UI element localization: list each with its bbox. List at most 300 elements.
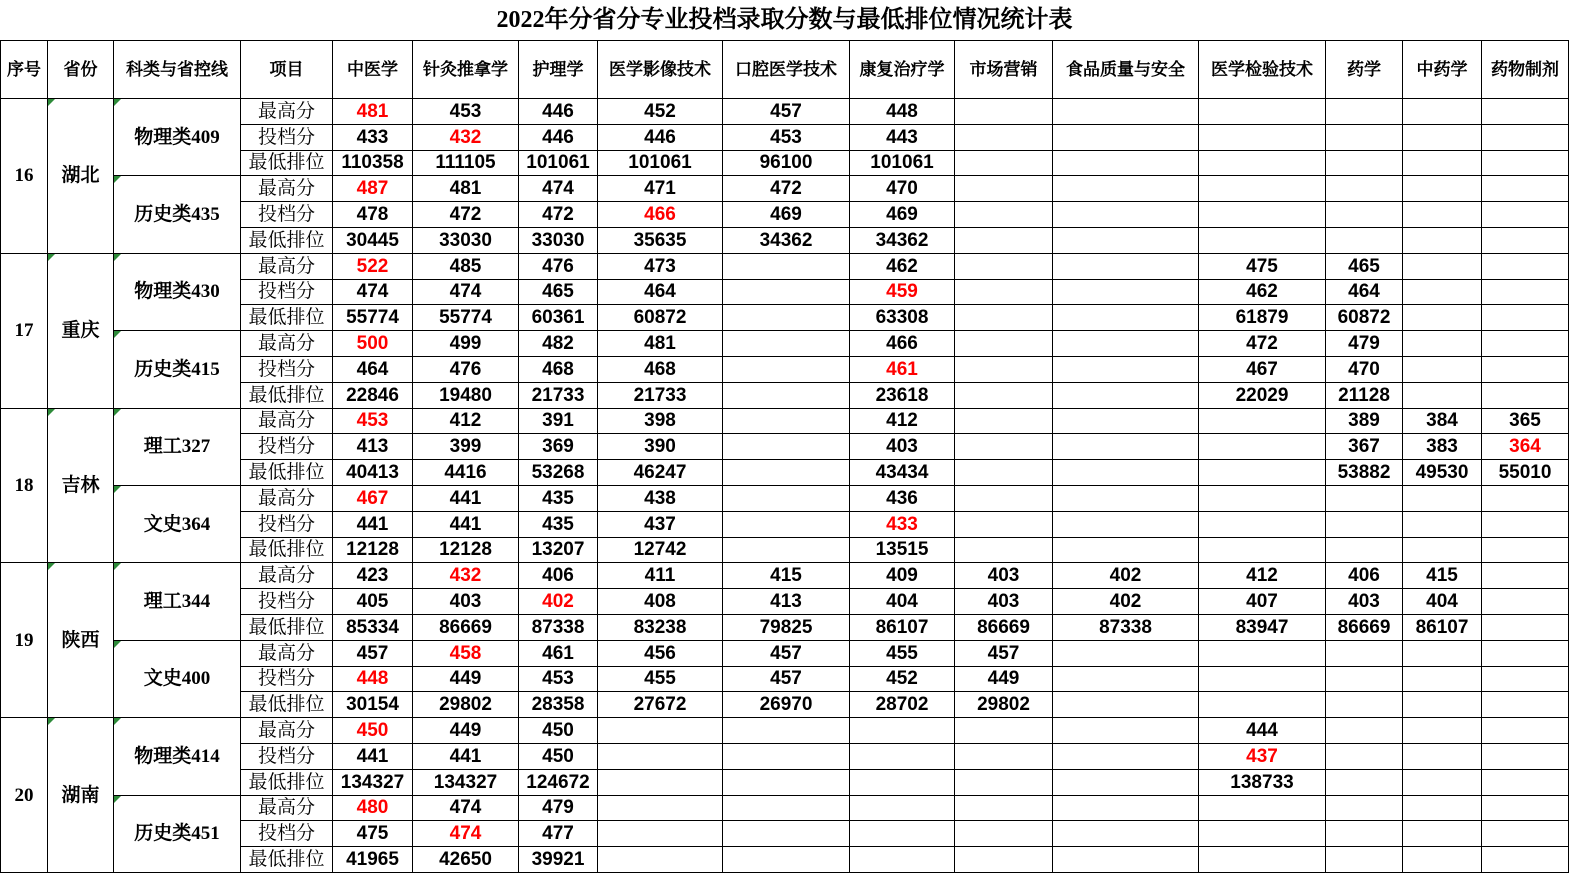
data-value-cell bbox=[1403, 228, 1482, 254]
data-value-cell: 85334 bbox=[333, 615, 413, 641]
item-label-cell: 最低排位 bbox=[241, 615, 333, 641]
data-value-cell: 42650 bbox=[413, 847, 519, 873]
data-value-cell bbox=[1403, 125, 1482, 151]
error-indicator-icon bbox=[114, 409, 121, 416]
data-value-cell bbox=[955, 744, 1053, 770]
data-value-cell: 406 bbox=[1326, 563, 1403, 589]
data-value-cell: 402 bbox=[1053, 589, 1199, 615]
item-label-cell: 最高分 bbox=[241, 718, 333, 744]
data-value-cell: 453 bbox=[333, 409, 413, 435]
data-value-cell: 13207 bbox=[519, 538, 598, 564]
data-value-cell: 34362 bbox=[723, 228, 850, 254]
data-value-cell bbox=[1403, 641, 1482, 667]
data-value-cell bbox=[1053, 254, 1199, 280]
data-value-cell: 365 bbox=[1482, 409, 1569, 435]
data-value-cell bbox=[955, 512, 1053, 538]
item-label-cell: 最高分 bbox=[241, 563, 333, 589]
data-value-cell: 458 bbox=[413, 641, 519, 667]
data-value-cell bbox=[723, 434, 850, 460]
error-indicator-icon bbox=[114, 486, 121, 493]
data-value-cell: 441 bbox=[413, 486, 519, 512]
data-value-cell bbox=[1326, 718, 1403, 744]
header-medical-lab-tech: 医学检验技术 bbox=[1199, 41, 1326, 99]
data-value-cell bbox=[1326, 512, 1403, 538]
data-value-cell bbox=[1199, 434, 1326, 460]
error-indicator-icon bbox=[114, 254, 121, 261]
data-value-cell bbox=[1482, 331, 1569, 357]
data-value-cell bbox=[1482, 151, 1569, 177]
item-label-cell: 最低排位 bbox=[241, 228, 333, 254]
data-value-cell bbox=[1403, 667, 1482, 693]
data-value-cell: 436 bbox=[850, 486, 955, 512]
error-indicator-icon bbox=[114, 176, 121, 183]
data-value-cell: 383 bbox=[1403, 434, 1482, 460]
data-value-cell: 35635 bbox=[598, 228, 723, 254]
data-value-cell bbox=[1482, 305, 1569, 331]
category-line-cell bbox=[114, 563, 241, 640]
data-value-cell: 437 bbox=[1199, 744, 1326, 770]
data-value-cell: 404 bbox=[850, 589, 955, 615]
data-value-cell: 403 bbox=[955, 563, 1053, 589]
data-value-cell: 468 bbox=[519, 357, 598, 383]
item-label-cell: 投档分 bbox=[241, 202, 333, 228]
province-name: 重庆 bbox=[61, 320, 100, 342]
data-value-cell: 479 bbox=[519, 796, 598, 822]
data-value-cell bbox=[955, 821, 1053, 847]
data-value-cell: 448 bbox=[850, 99, 955, 125]
data-value-cell: 411 bbox=[598, 563, 723, 589]
item-label-cell: 投档分 bbox=[241, 434, 333, 460]
data-value-cell: 391 bbox=[519, 409, 598, 435]
data-value-cell: 464 bbox=[598, 280, 723, 306]
data-value-cell: 22029 bbox=[1199, 383, 1326, 409]
category-line-label: 文史400 bbox=[143, 668, 211, 690]
data-value-cell: 403 bbox=[955, 589, 1053, 615]
data-value-cell: 61879 bbox=[1199, 305, 1326, 331]
data-value-cell: 134327 bbox=[333, 770, 413, 796]
data-value-cell: 404 bbox=[1403, 589, 1482, 615]
item-label-cell: 最低排位 bbox=[241, 305, 333, 331]
data-value-cell bbox=[1053, 280, 1199, 306]
data-value-cell: 476 bbox=[413, 357, 519, 383]
data-value-cell: 412 bbox=[413, 409, 519, 435]
data-value-cell: 456 bbox=[598, 641, 723, 667]
data-value-cell: 465 bbox=[519, 280, 598, 306]
data-value-cell: 469 bbox=[723, 202, 850, 228]
data-value-cell bbox=[955, 280, 1053, 306]
data-value-cell bbox=[1403, 202, 1482, 228]
data-value-cell: 477 bbox=[519, 821, 598, 847]
data-value-cell: 457 bbox=[333, 641, 413, 667]
data-value-cell: 86669 bbox=[1326, 615, 1403, 641]
data-value-cell: 452 bbox=[850, 667, 955, 693]
data-value-cell: 55774 bbox=[333, 305, 413, 331]
data-value-cell bbox=[1326, 770, 1403, 796]
error-indicator-icon bbox=[114, 796, 121, 803]
data-value-cell: 101061 bbox=[850, 151, 955, 177]
data-value-cell bbox=[1199, 176, 1326, 202]
data-value-cell: 60872 bbox=[1326, 305, 1403, 331]
data-value-cell bbox=[955, 99, 1053, 125]
category-line-cell bbox=[114, 176, 241, 253]
data-value-cell: 55010 bbox=[1482, 460, 1569, 486]
data-value-cell: 441 bbox=[333, 744, 413, 770]
data-value-cell: 46247 bbox=[598, 460, 723, 486]
data-value-cell: 398 bbox=[598, 409, 723, 435]
data-value-cell bbox=[850, 744, 955, 770]
data-value-cell: 406 bbox=[519, 563, 598, 589]
data-value-cell bbox=[1326, 125, 1403, 151]
data-value-cell: 448 bbox=[333, 667, 413, 693]
data-value-cell: 409 bbox=[850, 563, 955, 589]
data-value-cell bbox=[1326, 99, 1403, 125]
data-value-cell bbox=[1053, 770, 1199, 796]
data-value-cell bbox=[1482, 99, 1569, 125]
data-value-cell bbox=[723, 305, 850, 331]
data-value-cell: 450 bbox=[333, 718, 413, 744]
data-value-cell: 470 bbox=[850, 176, 955, 202]
data-value-cell bbox=[1053, 512, 1199, 538]
data-value-cell bbox=[1053, 667, 1199, 693]
header-item: 项目 bbox=[241, 41, 333, 99]
data-value-cell: 39921 bbox=[519, 847, 598, 873]
data-value-cell bbox=[1199, 125, 1326, 151]
data-value-cell: 453 bbox=[723, 125, 850, 151]
province-cell bbox=[48, 563, 114, 718]
data-value-cell: 522 bbox=[333, 254, 413, 280]
data-value-cell: 482 bbox=[519, 331, 598, 357]
data-value-cell bbox=[1482, 202, 1569, 228]
data-value-cell bbox=[1199, 538, 1326, 564]
data-value-cell: 485 bbox=[413, 254, 519, 280]
data-value-cell: 467 bbox=[1199, 357, 1326, 383]
header-nursing: 护理学 bbox=[519, 41, 598, 99]
data-value-cell bbox=[1482, 228, 1569, 254]
data-value-cell bbox=[1482, 847, 1569, 873]
data-value-cell: 432 bbox=[413, 563, 519, 589]
data-value-cell bbox=[1053, 744, 1199, 770]
category-line-cell bbox=[114, 486, 241, 563]
data-value-cell: 138733 bbox=[1199, 770, 1326, 796]
data-value-cell: 452 bbox=[598, 99, 723, 125]
province-name: 湖南 bbox=[61, 784, 100, 806]
data-value-cell: 471 bbox=[598, 176, 723, 202]
data-value-cell bbox=[1326, 692, 1403, 718]
error-indicator-icon bbox=[114, 641, 121, 648]
data-value-cell bbox=[1326, 176, 1403, 202]
data-value-cell bbox=[598, 718, 723, 744]
data-value-cell: 101061 bbox=[519, 151, 598, 177]
data-value-cell bbox=[1053, 357, 1199, 383]
data-value-cell bbox=[723, 538, 850, 564]
data-value-cell: 466 bbox=[598, 202, 723, 228]
category-line-cell bbox=[114, 641, 241, 718]
data-value-cell: 53268 bbox=[519, 460, 598, 486]
data-value-cell bbox=[850, 718, 955, 744]
data-value-cell: 403 bbox=[1326, 589, 1403, 615]
data-value-cell: 437 bbox=[598, 512, 723, 538]
data-value-cell bbox=[850, 847, 955, 873]
data-value-cell: 474 bbox=[413, 280, 519, 306]
data-value-cell bbox=[1199, 486, 1326, 512]
data-value-cell: 423 bbox=[333, 563, 413, 589]
data-value-cell: 110358 bbox=[333, 151, 413, 177]
data-value-cell: 407 bbox=[1199, 589, 1326, 615]
category-line-cell bbox=[114, 409, 241, 486]
data-value-cell: 21733 bbox=[598, 383, 723, 409]
data-value-cell: 28358 bbox=[519, 692, 598, 718]
data-value-cell bbox=[1199, 409, 1326, 435]
data-value-cell: 402 bbox=[519, 589, 598, 615]
data-value-cell bbox=[1053, 434, 1199, 460]
category-line-cell bbox=[114, 99, 241, 176]
item-label-cell: 最低排位 bbox=[241, 460, 333, 486]
category-line-label: 文史364 bbox=[143, 513, 211, 535]
data-value-cell: 30154 bbox=[333, 692, 413, 718]
data-value-cell: 53882 bbox=[1326, 460, 1403, 486]
data-value-cell bbox=[1403, 331, 1482, 357]
error-indicator-icon bbox=[48, 718, 55, 725]
data-value-cell bbox=[1482, 512, 1569, 538]
data-value-cell: 478 bbox=[333, 202, 413, 228]
data-value-cell bbox=[1482, 770, 1569, 796]
data-value-cell bbox=[1199, 667, 1326, 693]
data-value-cell bbox=[1482, 538, 1569, 564]
data-value-cell: 83238 bbox=[598, 615, 723, 641]
data-value-cell: 464 bbox=[1326, 280, 1403, 306]
data-value-cell bbox=[1326, 151, 1403, 177]
data-value-cell bbox=[1403, 99, 1482, 125]
data-value-cell bbox=[723, 770, 850, 796]
data-value-cell bbox=[1199, 460, 1326, 486]
data-value-cell bbox=[1199, 847, 1326, 873]
data-value-cell bbox=[1482, 254, 1569, 280]
data-value-cell bbox=[1403, 512, 1482, 538]
data-value-cell bbox=[1403, 692, 1482, 718]
category-line-cell bbox=[114, 331, 241, 408]
data-value-cell: 34362 bbox=[850, 228, 955, 254]
data-value-cell bbox=[1326, 667, 1403, 693]
data-value-cell bbox=[850, 796, 955, 822]
data-value-cell: 86669 bbox=[413, 615, 519, 641]
data-value-cell bbox=[1326, 796, 1403, 822]
data-value-cell bbox=[1482, 280, 1569, 306]
item-label-cell: 最低排位 bbox=[241, 538, 333, 564]
data-value-cell: 449 bbox=[413, 718, 519, 744]
province-cell bbox=[48, 99, 114, 254]
data-value-cell bbox=[955, 176, 1053, 202]
data-value-cell: 412 bbox=[850, 409, 955, 435]
data-value-cell: 433 bbox=[333, 125, 413, 151]
data-value-cell bbox=[1482, 744, 1569, 770]
data-value-cell: 134327 bbox=[413, 770, 519, 796]
score-table bbox=[0, 40, 1569, 873]
data-value-cell bbox=[1482, 383, 1569, 409]
data-value-cell: 457 bbox=[955, 641, 1053, 667]
data-value-cell: 30445 bbox=[333, 228, 413, 254]
data-value-cell: 432 bbox=[413, 125, 519, 151]
data-value-cell bbox=[955, 847, 1053, 873]
data-value-cell bbox=[1053, 305, 1199, 331]
data-value-cell bbox=[1482, 357, 1569, 383]
data-value-cell: 453 bbox=[413, 99, 519, 125]
data-value-cell bbox=[1053, 641, 1199, 667]
data-value-cell: 33030 bbox=[413, 228, 519, 254]
data-value-cell bbox=[955, 409, 1053, 435]
data-value-cell: 33030 bbox=[519, 228, 598, 254]
data-value-cell bbox=[1403, 280, 1482, 306]
province-cell bbox=[48, 718, 114, 873]
data-value-cell: 405 bbox=[333, 589, 413, 615]
data-value-cell: 473 bbox=[598, 254, 723, 280]
data-value-cell: 433 bbox=[850, 512, 955, 538]
data-value-cell: 455 bbox=[598, 667, 723, 693]
data-value-cell: 441 bbox=[413, 744, 519, 770]
data-value-cell: 450 bbox=[519, 718, 598, 744]
data-value-cell: 464 bbox=[333, 357, 413, 383]
item-label-cell: 最低排位 bbox=[241, 770, 333, 796]
data-value-cell bbox=[1482, 641, 1569, 667]
data-value-cell bbox=[1199, 796, 1326, 822]
data-value-cell bbox=[1403, 847, 1482, 873]
data-value-cell: 87338 bbox=[519, 615, 598, 641]
header-category-line: 科类与省控线 bbox=[114, 41, 241, 99]
data-value-cell: 449 bbox=[413, 667, 519, 693]
data-value-cell bbox=[1053, 331, 1199, 357]
data-value-cell bbox=[1482, 692, 1569, 718]
data-value-cell bbox=[1199, 202, 1326, 228]
data-value-cell bbox=[1482, 796, 1569, 822]
data-value-cell bbox=[1053, 202, 1199, 228]
data-value-cell: 459 bbox=[850, 280, 955, 306]
header-tcm: 中医学 bbox=[333, 41, 413, 99]
data-value-cell: 472 bbox=[413, 202, 519, 228]
data-value-cell bbox=[1199, 641, 1326, 667]
data-value-cell bbox=[1326, 538, 1403, 564]
data-value-cell bbox=[598, 770, 723, 796]
data-value-cell: 462 bbox=[1199, 280, 1326, 306]
data-value-cell bbox=[1053, 538, 1199, 564]
data-value-cell bbox=[723, 718, 850, 744]
data-value-cell bbox=[1482, 667, 1569, 693]
data-value-cell bbox=[1053, 99, 1199, 125]
data-value-cell bbox=[1403, 305, 1482, 331]
data-value-cell bbox=[1482, 486, 1569, 512]
data-value-cell: 413 bbox=[333, 434, 413, 460]
data-value-cell: 412 bbox=[1199, 563, 1326, 589]
header-chinese-pharmacy: 中药学 bbox=[1403, 41, 1482, 99]
data-value-cell: 21128 bbox=[1326, 383, 1403, 409]
error-indicator-icon bbox=[48, 254, 55, 261]
data-value-cell: 408 bbox=[598, 589, 723, 615]
province-cell bbox=[48, 254, 114, 409]
data-value-cell bbox=[1199, 99, 1326, 125]
header-food-quality-safety: 食品质量与安全 bbox=[1053, 41, 1199, 99]
data-value-cell bbox=[1053, 151, 1199, 177]
seq-number-cell: 16 bbox=[1, 99, 48, 254]
data-value-cell: 4416 bbox=[413, 460, 519, 486]
data-value-cell: 41965 bbox=[333, 847, 413, 873]
data-value-cell bbox=[955, 202, 1053, 228]
data-value-cell: 475 bbox=[333, 821, 413, 847]
data-value-cell: 474 bbox=[413, 821, 519, 847]
data-value-cell bbox=[1053, 718, 1199, 744]
data-value-cell bbox=[723, 744, 850, 770]
data-value-cell: 457 bbox=[723, 641, 850, 667]
item-label-cell: 投档分 bbox=[241, 125, 333, 151]
data-value-cell bbox=[1326, 641, 1403, 667]
data-value-cell: 480 bbox=[333, 796, 413, 822]
data-value-cell: 469 bbox=[850, 202, 955, 228]
data-value-cell bbox=[1403, 383, 1482, 409]
data-value-cell bbox=[723, 486, 850, 512]
data-value-cell: 402 bbox=[1053, 563, 1199, 589]
data-value-cell bbox=[955, 151, 1053, 177]
data-value-cell: 86669 bbox=[955, 615, 1053, 641]
data-value-cell: 472 bbox=[1199, 331, 1326, 357]
seq-number-cell: 18 bbox=[1, 409, 48, 564]
data-value-cell bbox=[1403, 538, 1482, 564]
data-value-cell: 86107 bbox=[1403, 615, 1482, 641]
data-value-cell bbox=[723, 847, 850, 873]
data-value-cell: 55774 bbox=[413, 305, 519, 331]
error-indicator-icon bbox=[114, 99, 121, 106]
item-label-cell: 最高分 bbox=[241, 641, 333, 667]
data-value-cell bbox=[1403, 151, 1482, 177]
data-value-cell bbox=[1403, 796, 1482, 822]
data-value-cell: 40413 bbox=[333, 460, 413, 486]
category-line-cell bbox=[114, 718, 241, 795]
item-label-cell: 投档分 bbox=[241, 357, 333, 383]
data-value-cell: 441 bbox=[413, 512, 519, 538]
data-value-cell: 449 bbox=[955, 667, 1053, 693]
header-medical-imaging: 医学影像技术 bbox=[598, 41, 723, 99]
data-value-cell bbox=[1326, 744, 1403, 770]
data-value-cell bbox=[1053, 821, 1199, 847]
category-line-label: 历史类451 bbox=[134, 823, 220, 845]
data-value-cell bbox=[1482, 718, 1569, 744]
data-value-cell bbox=[723, 796, 850, 822]
data-value-cell bbox=[723, 331, 850, 357]
data-value-cell bbox=[955, 718, 1053, 744]
data-value-cell bbox=[955, 254, 1053, 280]
data-value-cell bbox=[1053, 176, 1199, 202]
data-value-cell bbox=[1403, 357, 1482, 383]
data-value-cell bbox=[955, 383, 1053, 409]
data-value-cell: 446 bbox=[598, 125, 723, 151]
data-value-cell bbox=[1053, 692, 1199, 718]
data-value-cell: 438 bbox=[598, 486, 723, 512]
data-value-cell bbox=[1482, 589, 1569, 615]
data-value-cell bbox=[1053, 847, 1199, 873]
data-value-cell: 475 bbox=[1199, 254, 1326, 280]
category-line-label: 物理类430 bbox=[134, 281, 220, 303]
data-value-cell bbox=[955, 331, 1053, 357]
seq-number-cell: 17 bbox=[1, 254, 48, 409]
data-value-cell: 63308 bbox=[850, 305, 955, 331]
data-value-cell bbox=[1482, 125, 1569, 151]
province-name: 吉林 bbox=[61, 474, 100, 496]
data-value-cell bbox=[955, 357, 1053, 383]
header-oral-medicine-tech: 口腔医学技术 bbox=[723, 41, 850, 99]
data-value-cell bbox=[1403, 486, 1482, 512]
data-value-cell bbox=[1199, 692, 1326, 718]
data-value-cell: 369 bbox=[519, 434, 598, 460]
data-value-cell: 441 bbox=[333, 512, 413, 538]
data-value-cell bbox=[1053, 383, 1199, 409]
data-value-cell: 415 bbox=[723, 563, 850, 589]
data-value-cell: 476 bbox=[519, 254, 598, 280]
